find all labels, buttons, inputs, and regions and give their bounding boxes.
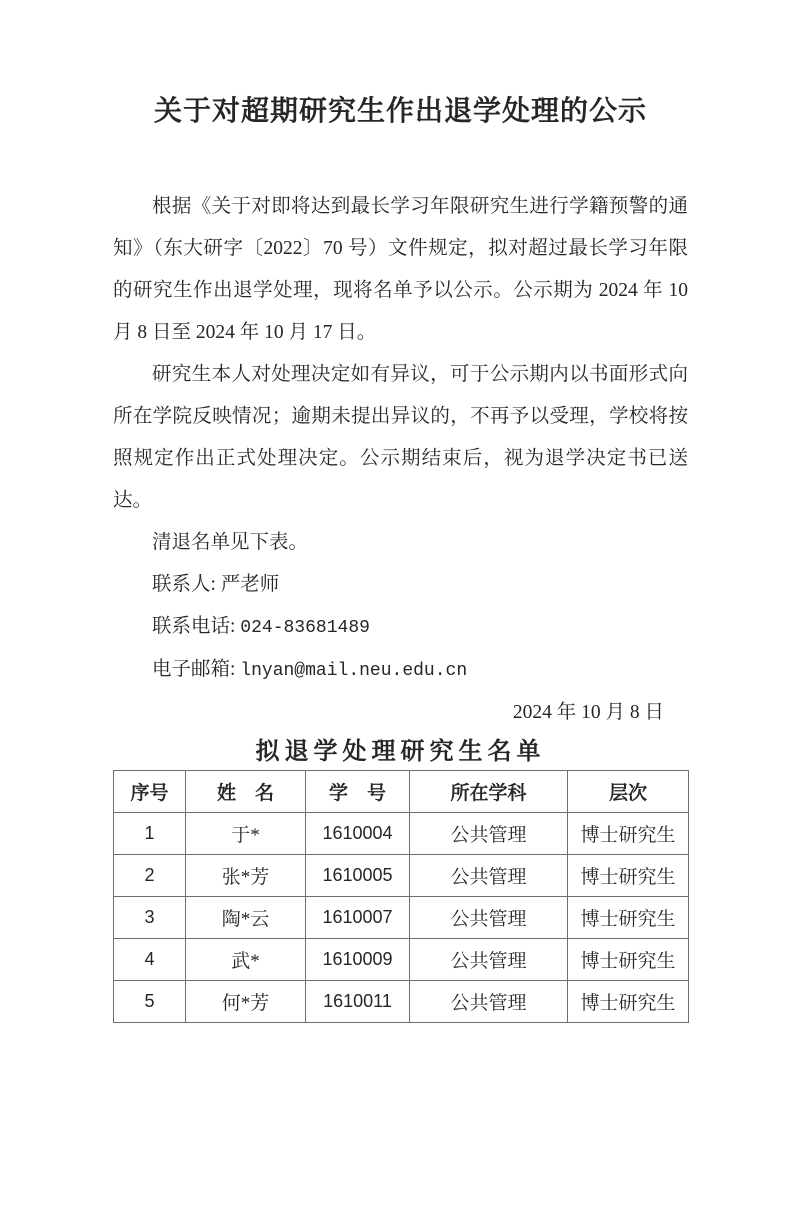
table-cell: 武* xyxy=(186,939,306,981)
table-cell: 公共管理 xyxy=(410,813,568,855)
table-cell: 公共管理 xyxy=(410,855,568,897)
contact-line xyxy=(113,606,688,649)
table-cell: 5 xyxy=(114,981,186,1023)
contact-label: 联系电话: xyxy=(152,616,241,637)
table-row xyxy=(114,939,689,981)
table-cell: 博士研究生 xyxy=(568,855,689,897)
table-row xyxy=(114,855,689,897)
table-row xyxy=(114,813,689,855)
table-cell: 1610005 xyxy=(306,855,410,897)
table-cell: 4 xyxy=(114,939,186,981)
table-cell: 博士研究生 xyxy=(568,939,689,981)
table-cell: 博士研究生 xyxy=(568,981,689,1023)
contact-label: 电子邮箱: xyxy=(152,659,241,680)
date-line: 2024 年 10 月 8 日 xyxy=(512,702,664,723)
table-row xyxy=(114,981,689,1023)
table-cell: 于* xyxy=(186,813,306,855)
table-cell: 何*芳 xyxy=(186,981,306,1023)
table-header-cell: 所在学科 xyxy=(410,771,568,813)
table-header-cell: 序号 xyxy=(114,771,186,813)
table-cell: 张*芳 xyxy=(186,855,306,897)
document-title: 关于对超期研究生作出退学处理的公示 xyxy=(153,96,647,127)
body-paragraph: 根据《关于对即将达到最长学习年限研究生进行学籍预警的通知》（东大研字〔2022〕70 号）文件规定，拟对超过最长学习年限的研究生作出退学处理，现将名单予以公示。公示期为 2024 年 10 月 8 日至 2024 年 10 月 17 日。 xyxy=(113,196,688,343)
contact-value: lnyan@mail.neu.edu.cn xyxy=(240,661,468,681)
body-paragraph: 研究生本人对处理决定如有异议，可于公示期内以书面形式向所在学院反映情况；逾期未提出异议的，不再予以受理，学校将按照规定作出正式处理决定。公示期结束后，视为退学决定书已送达。 xyxy=(113,364,688,511)
table-cell: 博士研究生 xyxy=(568,897,689,939)
document-page xyxy=(0,90,799,1221)
table-body xyxy=(114,813,689,1023)
table-cell: 公共管理 xyxy=(410,939,568,981)
body-paragraphs xyxy=(113,186,688,564)
table-cell: 1610007 xyxy=(306,897,410,939)
contact-line xyxy=(113,649,688,692)
table-header-cell: 姓 名 xyxy=(186,771,306,813)
table-header-cell: 层次 xyxy=(568,771,689,813)
student-roster-table xyxy=(113,770,689,1023)
table-title: 拟退学处理研究生名单 xyxy=(255,739,546,765)
table-cell: 公共管理 xyxy=(410,897,568,939)
table-cell: 1610004 xyxy=(306,813,410,855)
body-paragraph: 清退名单见下表。 xyxy=(152,532,309,553)
table-row xyxy=(114,897,689,939)
contact-block xyxy=(113,564,688,692)
table-cell: 1 xyxy=(114,813,186,855)
table-cell: 公共管理 xyxy=(410,981,568,1023)
table-cell: 2 xyxy=(114,855,186,897)
table-cell: 博士研究生 xyxy=(568,813,689,855)
table-header-row xyxy=(114,771,689,813)
table-cell: 3 xyxy=(114,897,186,939)
table-cell: 陶*云 xyxy=(186,897,306,939)
contact-label: 联系人: xyxy=(152,574,221,595)
contact-value: 严老师 xyxy=(220,574,280,595)
contact-line xyxy=(113,564,688,606)
table-cell: 1610011 xyxy=(306,981,410,1023)
contact-value: 024-83681489 xyxy=(240,618,370,638)
table-header-cell: 学 号 xyxy=(306,771,410,813)
table-cell: 1610009 xyxy=(306,939,410,981)
